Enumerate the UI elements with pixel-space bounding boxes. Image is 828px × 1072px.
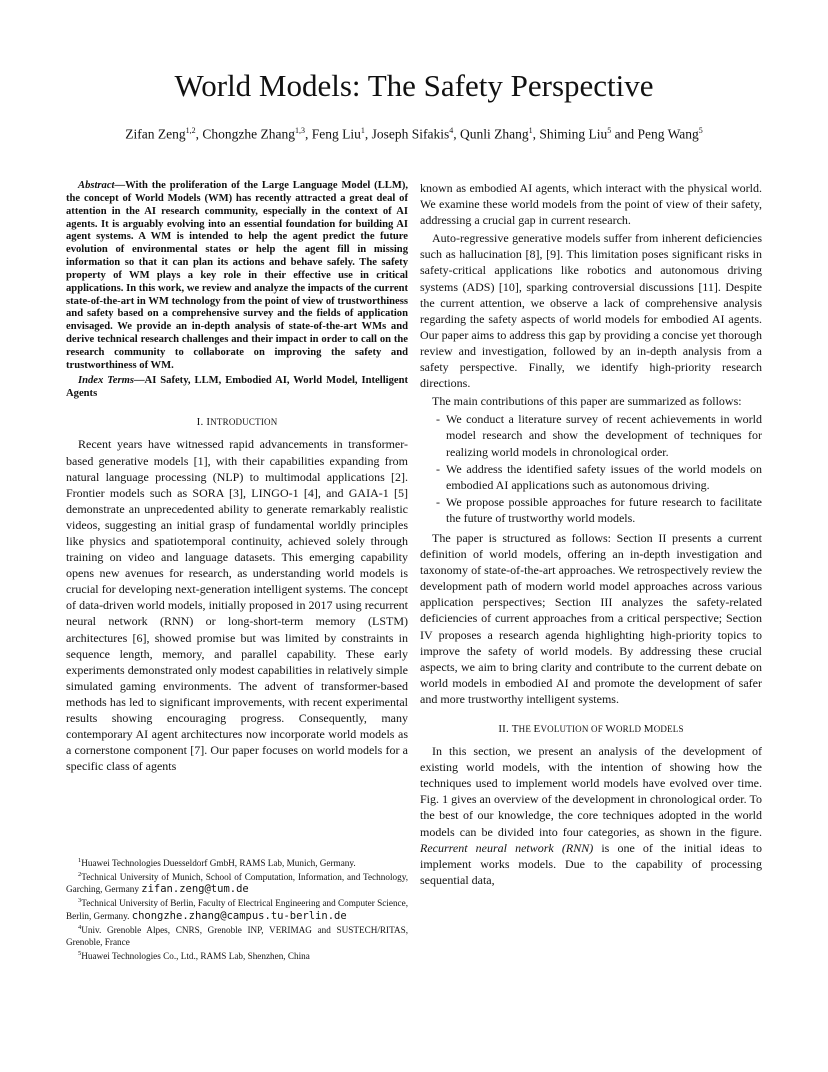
email-address: zifan.zeng@tum.de xyxy=(141,883,249,896)
abstract-label: Abstract xyxy=(78,180,115,191)
body-paragraph: The paper is structured as follows: Section II presents a current definition of world models, offering an in-depth investigation and taxonomy of state-of-the-art approaches. We retrospectively review the development path of modern world model approaches across various application perspectives; Section III analyzes the safety-related deficiencies of current approaches from a critical perspective; Section IV proposes a research agenda highlighting high-priority topics to improve the safety of world models. By addressing these crucial aspects, we aim to bring clarity and contribute to the current debate on world models in embodied AI and promote the development of safer and more trustworthy intelligent systems. xyxy=(420,530,762,706)
footnote: $^2$Technical University of Munich, School of Computation, Information, and Technology, Garching, Germany zifan.zeng@tum.de xyxy=(66,871,408,896)
author-affiliation: 5 xyxy=(607,126,612,135)
author-name: Joseph Sifakis xyxy=(371,126,450,142)
author-list: Zifan Zeng$^{1,2}$, Chongzhe Zhang$^{1,3}$, Feng Liu$^1$, Joseph Sifakis$^4$, Qunli Zhang$^1$, Shiming Liu$^5$ and Peng Wang$^5$ xyxy=(125,126,703,142)
paper-title: World Models: The Safety Perspective xyxy=(174,68,654,103)
body-paragraph: The main contributions of this paper are summarized as follows: xyxy=(432,394,742,409)
footnote: $^4$Univ. Grenoble Alpes, CNRS, Grenoble INP, VERIMAG and SUSTECH/RITAS, Grenoble, France xyxy=(66,923,408,947)
intro-paragraph: Recent years have witnessed rapid advancements in transformer-based generative models [1], with their capabilities expanding from natural language processing (NLP) to multimodal applications [2]. Frontier models such as SORA [3], LINGO-1 [4], and GAIA-1 [5] demonstrate an unprecedented ability to generate remarkably realistic videos, suggesting an initial grasp of fundamental worldly principles like physics and spatiotemporal continuity, achieved solely through training on video and language datasets. This emerging capability opens new avenues for research, as understanding world models is crucial for developing next-generation intelligent systems. The concept of data-driven world models, initially proposed in 2017 using recurrent neural network (RNN) or long-short-term memory (LSTM) architectures [6], showed promise but was limited by constraints in sequence length, memory, and parallel capability. These early experiments demonstrated only modest capabilities in relatively simple simulated gaming environments. The advent of transformer-based methods has led to significant improvements, with recent experimental results showing encouraging progress. Consequently, many contemporary AI agent architectures now incorporate world models as a cornerstone component [7]. Our paper focuses on world models for a specific class of agents xyxy=(66,437,408,774)
left-column xyxy=(66,180,408,776)
body-paragraph: Auto-regressive generative models suffer from inherent deficiencies such as hallucination [8], [9]. This limitation poses significant risks in safety-critical applications like robotics and autonomous driving systems (ADS) [10], sparking controversial discussions [11]. Despite the current attention, we observe a lack of comprehensive analysis regarding the safety aspects of world models for embodied AI agents. Our paper aims to address this gap by providing a concise yet thorough review and investigation, followed by an in-depth analysis from a safety perspective. Finally, we identify high-priority research directions. xyxy=(420,231,762,391)
contributions-list xyxy=(420,411,762,526)
body-paragraph: In this section, we present an analysis of the development of existing world models, with the intention of showing how the techniques used to implement world models have evolved over time. Fig. 1 gives an overview of the development in chronological order. To the best of our knowledge, the core techniques adopted in the world models can be divided into four categories, as shown in the figure. Recurrent neural network (RNN) is one of the initial ideas to implement works models. Due to the capability of processing sequential data, xyxy=(420,744,763,887)
right-column xyxy=(420,180,762,890)
footnote: $^1$Huawei Technologies Duesseldorf GmbH, RAMS Lab, Munich, Germany. xyxy=(78,857,356,869)
body-paragraph: known as embodied AI agents, which interact with the physical world. We examine these world models from the point of view of their safety, addressing a crucial gap in current research. xyxy=(420,181,762,228)
author-affiliation: 4 xyxy=(449,126,454,135)
author-name: Zifan Zeng xyxy=(125,126,186,142)
list-item: - We conduct a literature survey of recent achievements in world model research and show the development of techniques for realizing world models in chronological order. xyxy=(436,412,762,459)
abstract-text: —With the proliferation of the Large Language Model (LLM), the concept of World Models (WM) has recently attracted a great deal of attention in the AI research community, especially in the context of AI agents. It is arguably evolving into an essential foundation for building AI agent systems. A WM is intended to help the agent predict the future evolution of environmental states or help the agent fill in missing information so that it can plan its actions and behave safely. The safety property of WM plays a key role in their effective use in critical applications. In this work, we review and analyze the impacts of the current state-of-the-art in WM technology from the point of view of trustworthiness and safety based on a comprehensive survey and the fields of application envisaged. We provide an in-depth analysis of state-of-the-art WMs and derive technical research challenges and their impact in order to call on the research community to collaborate on improving the safety and trustworthiness of WM. xyxy=(66,180,408,371)
section-heading-evolution: II. THE EVOLUTION OF WORLD MODELS xyxy=(498,723,684,735)
list-item: - We propose possible approaches for future research to facilitate the future of trustworthy world models. xyxy=(436,494,762,525)
index-terms-label: Index Terms xyxy=(78,374,134,386)
author-affiliation: 1 xyxy=(360,126,365,135)
footnote: $^3$Technical University of Berlin, Faculty of Electrical Engineering and Computer Science, Berlin, Germany. chongzhe.zhang@campus.tu-berlin.de xyxy=(66,897,408,922)
section-heading-introduction: I. INTRODUCTION xyxy=(196,416,278,429)
footnote: $^5$Huawei Technologies Co., Ltd., RAMS Lab, Shenzhen, China xyxy=(78,949,310,961)
author-affiliation: 5 xyxy=(698,126,703,135)
email-address: chongzhe.zhang@campus.tu-berlin.de xyxy=(131,909,347,922)
footnotes xyxy=(66,855,408,962)
author-name: Feng Liu xyxy=(311,126,361,142)
author-name: Peng Wang xyxy=(637,126,699,142)
abstract xyxy=(66,180,408,373)
index-terms xyxy=(66,375,408,401)
author-affiliation: 1,2 xyxy=(185,126,196,135)
author-name: Qunli Zhang xyxy=(459,126,529,142)
author-affiliation: 1 xyxy=(528,126,533,135)
index-terms-text: —AI Safety, LLM, Embodied AI, World Model, Intelligent Agents xyxy=(66,374,408,399)
author-affiliation: 1,3 xyxy=(294,126,305,135)
author-name: Chongzhe Zhang xyxy=(202,126,295,142)
author-name: Shiming Liu xyxy=(539,126,608,142)
list-item: - We address the identified safety issues of the world models on embodied AI applications such as autonomous driving. xyxy=(436,461,762,492)
